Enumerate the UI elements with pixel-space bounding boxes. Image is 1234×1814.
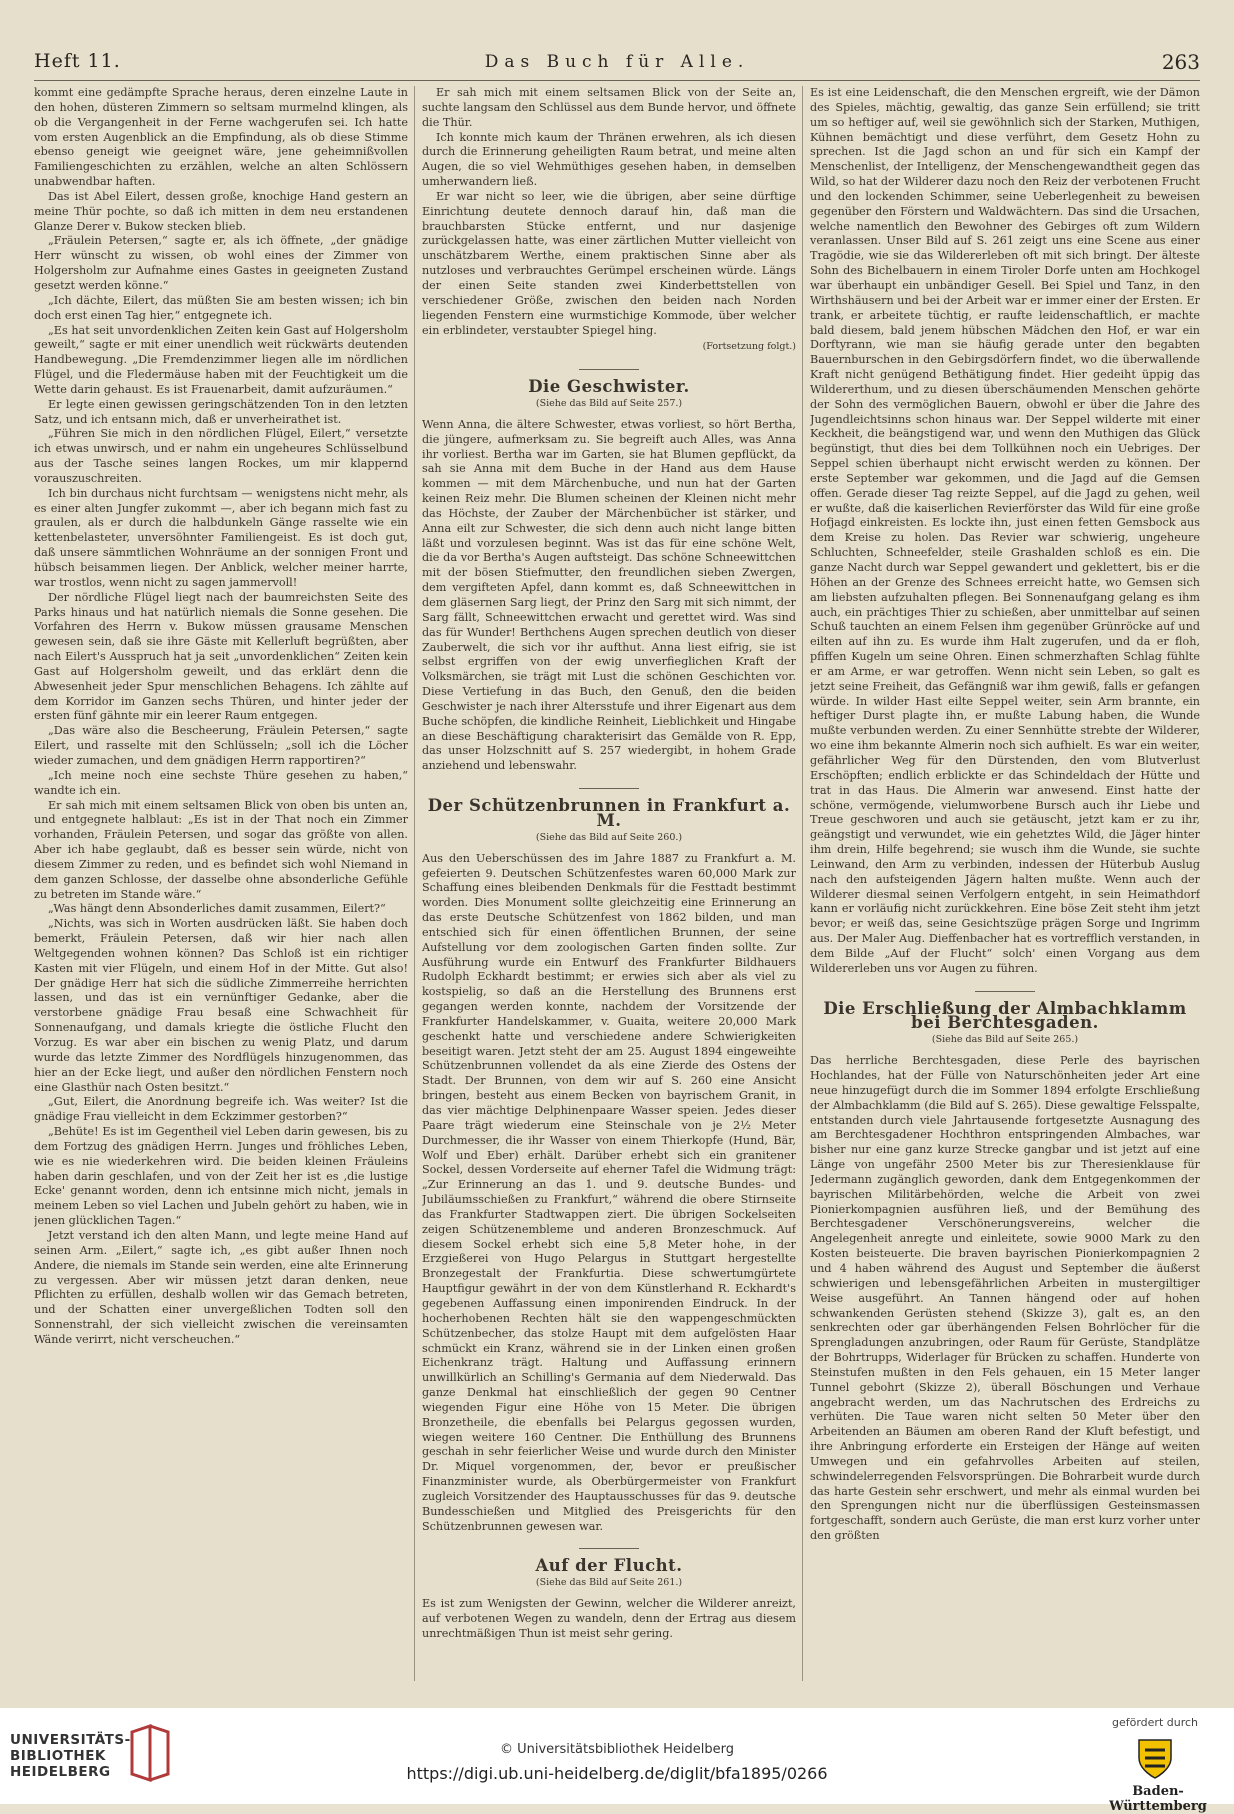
article-title: Der Schützenbrunnen in Frankfurt a. M. bbox=[427, 796, 791, 830]
paragraph: „Behüte! Es ist im Gegentheil viel Leben darin gewesen, bis zu dem Fortzug des gnädigen Herrn. Junges und fröhliches Leben, wie es nie wiederkehren wird. Die beiden kleinen Fräuleins haben darin geschlafen, und von der Zeit her ist es ,die lustige Ecke' genannt worden, denn ich entsinne mich nicht, jemals in meinem Leben so viel Lachen und Jubeln gehört zu haben, wie in jenen glücklichen Tagen.“ bbox=[34, 1125, 408, 1228]
article-subtitle: (Siehe das Bild auf Seite 261.) bbox=[535, 1577, 683, 1589]
article-body: Es ist zum Wenigsten der Gewinn, welcher die Wilderer anreizt, auf verbotenen Wegen zu wandeln, denn der Ertrag aus diesem unrechtmäßigen Thun ist meist sehr gering. bbox=[422, 1597, 796, 1640]
section-rule bbox=[579, 1548, 639, 1549]
paragraph: Ich konnte mich kaum der Thränen erwehren, als ich diesen durch die Erinnerung geheiligten Raum betrat, und meine alten Augen, die so viel Wehmüthiges gesehen haben, in demselben umherwandern ließ. bbox=[422, 130, 796, 189]
issue-number: Heft 11. bbox=[34, 50, 121, 72]
paragraph: „Führen Sie mich in den nördlichen Flügel, Eilert,“ versetzte ich etwas unwirsch, und er nahm ein ungeheures Schlüsselbund aus der Tasche seines langen Rockes, um mir klappernd vorauszuschreiten. bbox=[34, 427, 408, 485]
source-url-link[interactable]: https://digi.ub.uni-heidelberg.de/diglit/bfa1895/0266 bbox=[406, 1764, 828, 1783]
paragraph: Ich bin durchaus nicht furchtsam — wenigstens nicht mehr, als es einer alten Jungfer zukommt —, aber ich begann mich fast zu graulen, als er durch die halbdunkeln Gänge rasselte wie ein kettenbelasteter, unversöhnter Familiengeist. Es ist doch gut, daß unsere sämmtlichen Wohnräume an der sonnigen Front und hübsch beisammen liegen. Der Anblick, welcher meiner harrte, war trostlos, wenn nicht zu sagen jammervoll! bbox=[34, 486, 408, 589]
column-1 bbox=[34, 86, 408, 1681]
funding-label: gefördert durch bbox=[1111, 1716, 1199, 1729]
section-rule bbox=[579, 788, 639, 789]
article-subtitle: (Siehe das Bild auf Seite 257.) bbox=[535, 398, 683, 410]
section-rule bbox=[975, 991, 1035, 992]
paragraph: „Es hat seit unvordenklichen Zeiten kein Gast auf Holgersholm geweilt,“ sagte er mit einer unendlich weit rückwärts deutenden Handbewegung. „Die Fremdenzimmer liegen alle im nördlichen Flügel, und die Fledermäuse haben mit der Feuchtigkeit um die Wette darin gehaust. Es ist Frauenarbeit, damit aufzuräumen.“ bbox=[34, 323, 408, 396]
state-name: Baden-Württemberg bbox=[1109, 1784, 1207, 1814]
column-2 bbox=[422, 86, 796, 1681]
article-body: Das herrliche Berchtesgaden, diese Perle des bayrischen Hochlandes, hat der Fülle von Naturschönheiten jeder Art eine neue hinzugefügt durch die im Sommer 1894 erfolgte Erschließung der Almbachklamm (die Bild auf S. 265). Diese gewaltige Felsspalte, entstanden durch viele Jahrtausende fortgesetzte Ausnagung des am Berchtesgadener Hochthron entspringenden Almbaches, war bisher nur eine ganz kurze Strecke gangbar und ist jetzt auf eine Länge von ungefähr 2500 Meter bis zur Theresienklause für Jedermann zugänglich geworden, dank dem Entgegenkommen der bayrischen Militärbehörden, welche die Arbeit von zwei Pionierkompagnien ausführen ließ, und der Bemühung des Berchtesgadener Verschönerungsvereins, welcher die Angelegenheit anregte und einleitete, sowie 9000 Mark zu den Kosten beisteuerte. Die braven bayrischen Pionierkompagnien 2 und 4 haben während des August und September die äußerst schwierigen und lebensgefährlichen Arbeiten in mustergiltiger Weise ausgeführt. An Tannen hängend oder auf hohen schwankenden Gerüsten stehend (Skizze 3), galt es, an den senkrechten oder gar überhängenden Felsen Bohrlöcher für die Sprengladungen anzubringen, oder Raum für Gerüste, Standplätze der Bohrtrupps, Widerlager für Brücken zu schaffen. Hunderte von Steinstufen mußten in den Fels gehauen, ein 15 Meter langer Tunnel gebohrt (Skizze 2), überall Böschungen und Verhaue angebracht werden, um das Nachrutschen des Erdreichs zu verhüten. Die Taue waren nicht selten 50 Meter über den Arbeitenden an Bäumen am oberen Rand der Kluft befestigt, und ihre Anbringung erforderte ein Ersteigen der Hänge auf weiten Umwegen und ein gefahrvolles Arbeiten auf steilen, schwindelerregenden Felsvorsprüngen. Die Bohrarbeit wurde durch das harte Gestein sehr erschwert, und mehr als einmal wurden bei den Sprengungen nicht nur die überflüssigen Gesteinsmassen fortgeschafft, sondern auch Gerüste, die man erst kurz vorher unter den größten bbox=[810, 1054, 1200, 1543]
copyright-notice: © Universitätsbibliothek Heidelberg bbox=[499, 1742, 734, 1757]
paragraph: Der nördliche Flügel liegt nach der baumreichsten Seite des Parks hinaus und hat natürlich niemals die Sonne gesehen. Die Vorfahren des Herrn v. Bukow müssen grausame Menschen gewesen sein, daß sie ihre Gäste mit Kellerluft begrüßten, aber nach Eilert's Ausspruch hat ja seit „unvordenklichen“ Zeiten kein Gast auf Holgersholm geweilt, und das erklärt denn die Abwesenheit jeder Spur menschlichen Behagens. Ich zählte auf dem Korridor im Ganzen sechs Thüren, und hinter jeder der ersten fünf gähnte mir ein leerer Raum entgegen. bbox=[34, 590, 408, 723]
article-title: Auf der Flucht. bbox=[535, 1556, 683, 1576]
paragraph: „Fräulein Petersen,“ sagte er, als ich öffnete, „der gnädige Herr wünscht zu wissen, ob wohl eines der Zimmer von Holgersholm zur Aufnahme eines Gastes in geeigneten Zustand gesetzt werden könne.“ bbox=[34, 234, 408, 292]
column-divider bbox=[414, 86, 415, 1681]
paragraph: Er sah mich mit einem seltsamen Blick von der Seite an, suchte langsam den Schlüssel aus dem Bunde hervor, und öffnete die Thür. bbox=[422, 86, 796, 129]
section-rule bbox=[579, 369, 639, 370]
page-number: 263 bbox=[1161, 50, 1200, 74]
paragraph: Jetzt verstand ich den alten Mann, und legte meine Hand auf seinen Arm. „Eilert,“ sagte ich, „es gibt außer Ihnen noch Andere, die niemals im Stande sein werden, eine alte Erinnerung zu vergessen. Aber wir müssen jetzt daran denken, neue Pflichten zu erfüllen, deshalb wollen wir das Gemach betreten, und der Schatten einer unvergeßlichen Todten soll den Sonnenstrahl, der sich vielleicht zwischen die vereinsamten Wände verirrt, nicht verscheuchen.“ bbox=[34, 1228, 408, 1346]
article-subtitle: (Siehe das Bild auf Seite 265.) bbox=[931, 1034, 1079, 1046]
publication-title: Das Buch für Alle. bbox=[484, 52, 750, 72]
library-name-line1: UNIVERSITÄTS- bbox=[10, 1732, 131, 1748]
paragraph: „Nichts, was sich in Worten ausdrücken läßt. Sie haben doch bemerkt, Fräulein Petersen, daß wir hier nach allen Weltgegenden wohnen können? Das Schloß ist ein richtiger Kasten mit vier Flügeln, und einem Hof in der Mitte. Gut also! Der gnädige Herr hat sich die südliche Zimmerreihe herrichten lassen, und das ist ein vernünftiger Gedanke, aber die verstorbene gnädige Frau besaß eine Schwachheit für Sonnenaufgang, und damals kriegte die östliche Flucht den Vorzug. Es war aber ein bischen zu wenig Platz, und darum wurde das letzte Zimmer des Nordflügels hinzugenommen, das hier an der Ecke liegt, und außer den nördlichen Fenstern noch eine Glasthür nach Osten besitzt.“ bbox=[34, 917, 408, 1094]
paragraph: „Ich meine noch eine sechste Thüre gesehen zu haben,“ wandte ich ein. bbox=[34, 768, 408, 797]
library-name-line3: HEIDELBERG bbox=[10, 1764, 111, 1780]
paragraph: „Was hängt denn Absonderliches damit zusammen, Eilert?“ bbox=[48, 902, 386, 916]
column-3 bbox=[810, 86, 1200, 1681]
paragraph: „Das wäre also die Bescheerung, Fräulein Petersen,“ sagte Eilert, und rasselte mit den Schlüsseln; „soll ich die Löcher wieder zumachen, und dem gnädigen Herrn rapportiren?“ bbox=[34, 724, 408, 767]
paragraph: kommt eine gedämpfte Sprache heraus, deren einzelne Laute in den hohen, düsteren Zimmern so seltsam murmelnd klingen, als ob die Vergangenheit in der Ferne wachgerufen sei. Ich hatte vom ersten Augenblick an die Empfindung, als ob diese Stimme ebenso geneigt wie geeignet wäre, jene geheimnißvollen Familiengeschichten zu erzählen, welche an alten Schlössern unabwendbar haften. bbox=[34, 86, 408, 189]
paragraph: „Ich dächte, Eilert, das müßten Sie am besten wissen; ich bin doch erst einen Tag hier,“ entgegnete ich. bbox=[34, 293, 408, 322]
library-name-line2: BIBLIOTHEK bbox=[10, 1748, 106, 1764]
article-body: Wenn Anna, die ältere Schwester, etwas vorliest, so hört Bertha, die jüngere, aufmerksam zu. Sie begreift auch Alles, was Anna ihr vorliest. Bertha war im Garten, sie hat Blumen gepflückt, da sah sie Anna mit dem Buche in der Hand aus dem Hause kommen — mit dem Märchenbuche, und nun hat der Garten keinen Reiz mehr. Die Blumen scheinen der Kleinen nicht mehr das Höchste, der Zauber der Märchenbücher ist stärker, und Anna eilt zur Schwester, die sich denn auch nicht lange bitten läßt und vorzulesen beginnt. Was ist das für eine schöne Welt, die da vor Bertha's Augen auftsteigt. Das schöne Schneewittchen mit der bösen Stiefmutter, den freundlichen sieben Zwergen, dem vergifteten Apfel, dann kommt es, daß Schneewittchen in dem gläsernen Sarg liegt, der Prinz den Sarg mit sich nimmt, der Sarg fällt, Schneewittchen erwacht und gerettet wird. Was sind das für Wunder! Berthchens Augen sprechen deutlich von dieser Zauberwelt, die sich vor ihr aufthut. Anna liest eifrig, sie ist selbst ergriffen von der ewig unverfieglichen Kraft der Volksmärchen, sie trägt mit Lust die schönen Geschichten vor. Diese Vertiefung in das Buch, den Genuß, den die beiden Geschwister je nach ihrer Altersstufe und ihrer Eigenart aus dem Buche schöpfen, die kindliche Reinheit, Lieblichkeit und Hingabe an diese Beschäftigung charakterisirt das Gemälde von R. Epp, das unser Holzschnitt auf S. 257 wiedergibt, in hohem Grade anziehend und lebenswahr. bbox=[422, 417, 796, 773]
state-crest-icon bbox=[1133, 1736, 1177, 1780]
paragraph: Das ist Abel Eilert, dessen große, knochige Hand gestern an meine Thür pochte, so daß ich mitten in dem neu erstandenen Glanze Derer v. Bukow stecken blieb. bbox=[34, 189, 408, 233]
article-body: Aus den Ueberschüssen des im Jahre 1887 zu Frankfurt a. M. gefeierten 9. Deutschen Schützenfestes waren 60,000 Mark zur Schaffung eines bleibenden Denkmals für die Festtadt bestimmt worden. Dies Monument sollte gleichzeitig eine Erinnerung an das erste Deutsche Schützenfest von 1862 bilden, und man entschied sich für einen öffentlichen Brunnen, der seine Aufstellung vor dem zoologischen Garten finden sollte. Zur Ausführung wurde ein Entwurf des Frankfurter Bildhauers Rudolph Eckhardt bestimmt; er erwies sich aber als viel zu kostspielig, so daß an die Herstellung des Brunnens erst gegangen werden konnte, nachdem der Vorsitzende der Frankfurter Handelskammer, v. Guaita, weitere 20,000 Mark geschenkt hatte und verschiedene andere Schwierigkeiten beseitigt waren. Jetzt steht der am 25. August 1894 eingeweihte Schützenbrunnen vollendet da als eine Zierde des Ostens der Stadt. Der Brunnen, von dem wir auf S. 260 eine Ansicht bringen, besteht aus einem Becken von bayrischem Granit, in das vier mächtige Delphinenpaare Wasser speien. Jedes dieser Paare trägt wiederum eine Steinschale von je 2½ Meter Durchmesser, die ihr Wasser von einem Thierkopfe (Hund, Bär, Wolf und Eber) erhält. Darüber erhebt sich ein granitener Sockel, dessen Vorderseite auf eherner Tafel die Widmung trägt: „Zur Erinnerung an das 1. und 9. deutsche Bundes- und Jubiläumsschießen zu Frankfurt,“ während die obere Stirnseite das Frankfurter Stadtwappen ziert. Die übrigen Sockelseiten zeigen Schützenembleme und anderen Bronzeschmuck. Auf diesem Sockel erhebt sich eine 5,8 Meter hohe, in der Erzgießerei von Hugo Pelargus in Stuttgart hergestellte Bronzegestalt der Frankfurtia. Diese schwertumgürtete Hauptfigur gewährt in der von dem Künstlerhand R. Eckhardt's gegebenen Auffassung einen imponirenden Eindruck. In der hocherhobenen Rechten hält sie den wappengeschmückten Schützenbecher, das stolze Haupt mit dem aufgelösten Haar schmückt ein Kranz, während sie in der Linken einen großen Eichenkranz trägt. Haltung und Auffassung erinnern unwillkürlich an Schilling's Germania auf dem Niederwald. Das ganze Denkmal hat einschließlich der gegen 90 Centner wiegenden Figur eine Höhe von 15 Meter. Die übrigen Bronzetheile, die ebenfalls bei Pelargus gegossen wurden, wiegen weitere 160 Centner. Die Enthüllung des Brunnens geschah in sehr feierlicher Weise und wurde durch den Minister Dr. Miquel vorgenommen, der, bevor er preußischer Finanzminister wurde, als Oberbürgermeister von Frankfurt zugleich Vorsitzender des Hauptausschusses für das 9. deutsche Bundesschießen und Mitglied des Preisgerichts für den Schützenbrunnen gewesen war. bbox=[422, 851, 796, 1533]
paragraph: Er war nicht so leer, wie die übrigen, aber seine dürftige Einrichtung deutete dennoch darauf hin, daß man die brauchbarsten Stücke entfernt, und nur dasjenige zurückgelassen hatte, was einer zärtlichen Mutter vielleicht von unschätzbarem Werthe, einem praktischen Sinne aber als nutzloses und verbrauchtes Gerümpel erscheinen würde. Längs der einen Seite standen zwei Kinderbettstellen von verschiedener Größe, zwischen den beiden nach Norden liegenden Fenstern eine wurmstichige Kommode, über welcher ein erblindeter, verstaubter Spiegel hing. bbox=[422, 189, 796, 337]
paragraph: „Gut, Eilert, die Anordnung begreife ich. Was weiter? Ist die gnädige Frau vielleicht in dem Eckzimmer gestorben?“ bbox=[34, 1095, 408, 1124]
paragraph: Es ist eine Leidenschaft, die den Menschen ergreift, wie der Dämon des Spieles, mächtig, gewaltig, das ganze Sein erfüllend; sie tritt um so heftiger auf, weil sie gewöhnlich sich der Starken, Muthigen, Kühnen bemächtigt und diese verführt, dem Gesetz Hohn zu sprechen. Ist die Jagd schon an und für sich ein Kampf der Menschenlist, der Intelligenz, der Menschengewandtheit gegen das Wild, so hat der Wilderer dazu noch den Reiz der verbotenen Frucht und den lockenden Schimmer, seine Ueberlegenheit zu beweisen gegenüber den Förstern und Waldwächtern. Das sind die Ursachen, welche namentlich den Bewohner des Gebirges oft zum Wildern veranlassen. Unser Bild auf S. 261 zeigt uns eine Scene aus einer Tragödie, wie sie das Wildererleben oft mit sich bringt. Der älteste Sohn des Bichelbauern in einem Tiroler Dorfe unten am Hochkogel war überhaupt ein unbändiger Gesell. Bei Spiel und Tanz, in den Wirthshäusern und bei der Arbeit war er immer einer der Ersten. Er trank, er arbeitete tüchtig, er raufte leidenschaftlich, er machte bald diesem, bald jenem hübschen Mädchen den Hof, er war ein Dorftyrann, wie man sie häufig gerade unter den begabten Bauernburschen in den Gebirgsdörfern findet, wo die überwallende Kraft nicht genügend Bethätigung findet. Hier gedeiht üppig das Wildererthum, und zu diesen überschäumenden Menschen gehörte der Sohn des vermöglichen Bauern, obwohl er über die Jahre des Jugendleichtsinns schon hinaus war. Der Seppel wilderte mit einer Keckheit, die beängstigend war, und wenn den Muthigen das Glück begünstigt, thut dies bei dem Tollkühnen noch ein Uebriges. Der Seppel schien überhaupt nicht erwischt werden zu können. Der erste September war gekommen, und die Jagd auf die Gemsen offen. Gerade dieser Tag reizte Seppel, auf die Jagd zu gehen, weil er wußte, daß die kaiserlichen Revierförster das Wild für eine große Hofjagd einkreisten. Es lockte ihn, just einen fetten Gemsbock aus dem Kreise zu holen. Das Revier war schwierig, ungeheure Schluchten, Schneefelder, steile Grashalden schloß es ein. Die ganze Nacht durch war Seppel gewandert und geklettert, bis er die Höhen an der Grenze des Schnees erreicht hatte, wo Gemsen sich am liebsten aufzuhalten pflegen. Bei Sonnenaufgang gelang es ihm auch, ein prächtiges Thier zu schießen, aber unmittelbar auf seinen Schuß tauchten an einem Felsen ihm gegenüber Grünröcke auf und eilten auf ihn zu. Es wurde ihm Halt zugerufen, und da er floh, pfiffen Kugeln um seine Ohren. Einen schmerzhaften Schlag fühlte er am Arme, er war getroffen. Wenn nicht sein Leben, so galt es jetzt seine Freiheit, das Gefängniß war ihm gewiß, falls er gefangen würde. In wilder Hast eilte Seppel weiter, sein Arm brannte, ein heftiger Durst plagte ihn, er mußte Labung haben, die Wunde mußte verbunden werden. Zu einer Sennhütte strebte der Wilderer, wo eine ihm bekannte Almerin noch sich aufhielt. Es war ein weiter, gefährlicher Weg für den Dürstenden, den vom Blutverlust Erschöpften; endlich erblickte er das Schindeldach der Hütte und trat in das Haus. Die Almerin war anwesend. Einst hatte der schöne, vermögende, vielumworbene Bursch auch ihr Liebe und Treue geschworen und auch sie getäuscht, jetzt kam er zu ihr, geängstigt und verwundet, wie ein gehetztes Wild, die Jäger hinter ihm drein, Hilfe begehrend; sie wusch ihm die Wunde, sie suchte Leinwand, den Arm zu verbinden, indessen der Hüterbub Auslug nach den aufsteigenden Jägern halten mußte. Wenn auch der Wilderer diesmal seinen Verfolgern entgeht, in sein Heimathdorf kann er vorläufig nicht zurückkehren. Eine böse Zeit steht ihm jetzt bevor; er weiß das, seine Gesichtszüge prägen Sorge und Ingrimm aus. Der Maler Aug. Dieffenbacher hat es vortrefflich verstanden, in dem Bilde „Auf der Flucht“ solch' einen Vorgang aus dem Wildererleben uns vor Augen zu führen. bbox=[810, 86, 1200, 975]
article-title: Die Geschwister. bbox=[528, 377, 690, 397]
article-subtitle: (Siehe das Bild auf Seite 260.) bbox=[535, 831, 683, 843]
paragraph: Er sah mich mit einem seltsamen Blick von oben bis unten an, und entgegnete halblaut: „Es ist in der That noch ein Zimmer vorhanden, Fräulein Petersen, und sogar das größte von allen. Aber ich habe geglaubt, daß es besser sein würde, nicht von diesem Zimmer zu reden, und es befindet sich wohl Niemand in dem ganzen Schlosse, der dasselbe ohne absonderliche Gefühle zu betreten im Stande wäre.“ bbox=[34, 798, 408, 901]
paragraph: Er legte einen gewissen geringschätzenden Ton in den letzten Satz, und ich entsann mich, daß er unverheirathet ist. bbox=[34, 397, 408, 426]
column-divider bbox=[802, 86, 803, 1681]
continued-note: (Fortsetzung folgt.) bbox=[702, 341, 796, 353]
article-title: Die Erschließung der Almbachklamm bei Berchtesgaden. bbox=[823, 998, 1187, 1033]
page-header bbox=[34, 46, 1200, 81]
